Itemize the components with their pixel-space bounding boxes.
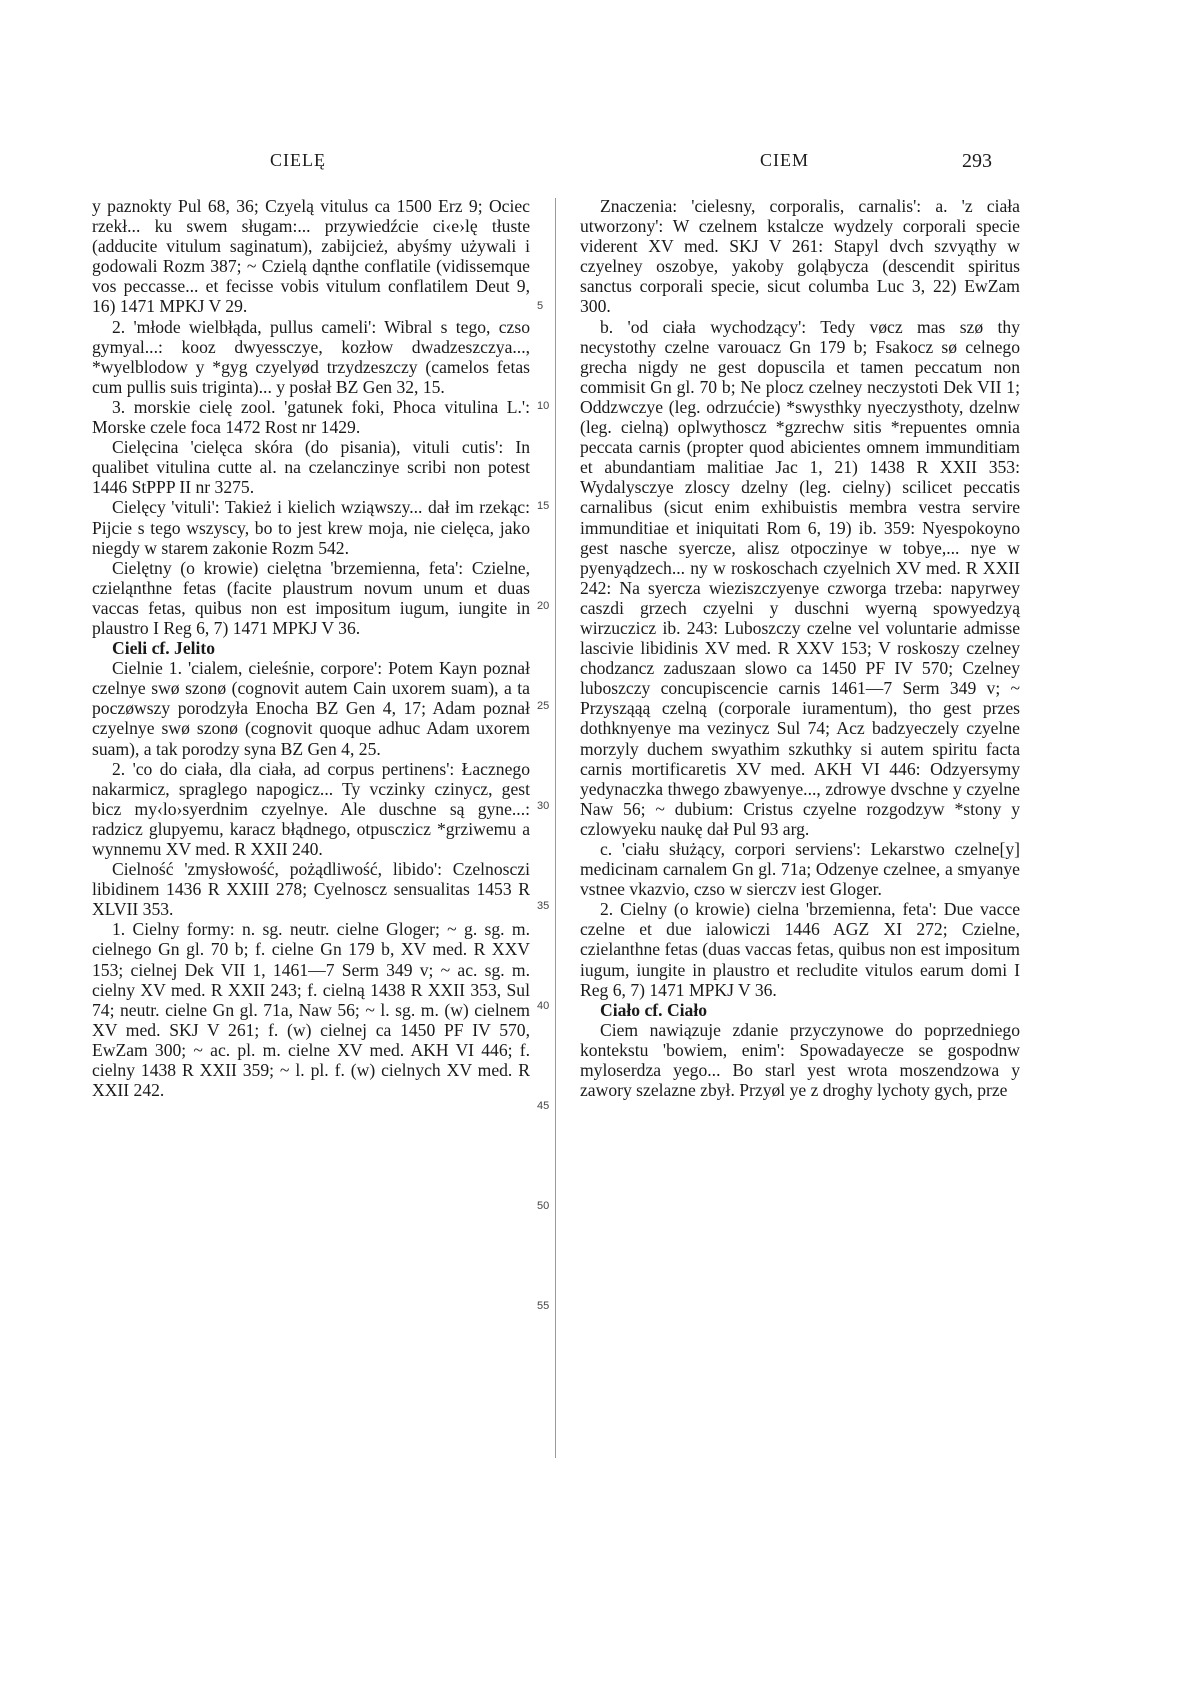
line-number: 30 [537,800,550,812]
line-number: 50 [537,1200,550,1212]
line-number: 40 [537,1000,550,1012]
entry-text: y paznokty Pul 68, 36; Czyelą vitulus ca 1500 Erz 9; Ociec rzekł... ku swem sługam:... przywiedźcie ci‹e›lę tłuste (adducite vitulum saginatum), zabijcież, abyśmy używali i godowali Rozm 387; ~ Czielą dąnthe conflatile (vidissemque vos peccasse... et fecisse vobis vitulum conflatilem Deut 9, 16) 1471 MPKJ V 29. [92,196,530,317]
entry-text: Cieli cf. Jelito [112,638,216,659]
entry-text: Cielętny (o krowie) cielętna 'brzemienna, feta': Czielne, czieląnthne fetas (facite plaustrum novum unum et duas vaccas fetas, quibus non est impositum iugum, iungite in plaustro I Reg 6, 7) 1471 MPKJ V 36. [92,557,530,638]
left-column [92,196,530,1100]
entry-text: Znaczenia: 'cielesny, corporalis, carnalis': a. 'z ciała utworzony': W czelnem kstalcze wydzely corporali specie viderent XV med. SKJ V 261: Stapyl dvch szvyąthy w czyelney oszobye, yakoby goląbycza (descendit spiritus sanctus corporali specie, sicut columba Luc 3, 22) EwZam 300. [580,196,1020,317]
entry-text: 2. Cielny (o krowie) cielna 'brzemienna, feta': Due vacce czelne et due ialowiczi 1446 AGZ XI 272; Czielne, czielanthne fetas (duas vaccas fetas, quibus non est impositum iugum, iungite in plaustro et recludite vitulos earum domi I Reg 6, 7) 1471 MPKJ V 36. [580,899,1020,1000]
page-number: 293 [962,150,992,172]
line-number: 15 [537,500,550,512]
header-right-guide-word: CIEM [760,150,809,170]
entry-text: 2. 'młode wielbłąda, pullus cameli': Wibral s tego, czso gymyal...: kooz dwyessczye, kozłow dwadzeszczya..., *wyelblodow y *gyg czyelyød trzydzeszczy (camelos fetas cum pullis suis triginta)... y posłał BZ Gen 32, 15. [92,316,530,397]
column-divider [555,198,556,1458]
entry-text: 3. morskie cielę zool. 'gatunek foki, Phoca vitulina L.': Morske czele foca 1472 Rost nr 1429. [92,396,530,438]
entry-text: Ciem nawiązuje zdanie przyczynowe do poprzedniego kontekstu 'bowiem, enim': Spowadayecze se gospodnw myloserdza yego... Bo starl yest wrota moszendzowa y zawory szelazne zbył. Przyøl ye z droghy lychoty gych, prze [580,1019,1020,1101]
header-left-guide-word: CIELĘ [270,150,326,170]
entry-text: b. 'od ciała wychodzący': Tedy vøcz mas szø thy necystothy czelne varouacz Gn 179 b; Fsakocz sø celnego grecha nigdy ne gest dopuscila et tamen peccatum non commisit Gn gl. 70 b; Ne plocz czelney neczystoti Dek VII 1; Oddzwczye (leg. odrzućcie) *swysthky nyeczysthoty, dzelnw (leg. cielną) oplwythoscz *gzrechw sitis *repuentes omnia peccata carnis (propter quod abicientes omnem immunditiam et abundantiam malitiae Jac 1, 21) 1438 R XXII 353: Wydalysczye zloscy dzelny (leg. cielny) scilicet peccatis carnalibus (sicut enim exhibuistis membra vestra servire immunditiae et iniquitati Rom 6, 19) ib. 359: Nyespokoyno gest nasche syercze, alisz otpoczinye w tobye,... nye w pyenyądzech... ny w roskoschach czyelnich XV med. R XXII 242: Na syercza wieziszczyenye czworga trzeba: napyrwey caszdi grzech czyelni y duschni wyerną spowyedzyą wirzuczicz ib. 243: Luboszczy czelne vel voluntarie admisse lascivie libidinis XV med. R XXV 153; V roskoszy czelney chodzancz zaduszaan slowo ca 1450 PF IV 570; Czelney luboszczy concupiscencie carnis 1461—7 Serm 349 v; ~ Przysząąą czelną (corporale iuramentum), tho gest przes dothknyenye ma vezinycz Sul 74; Acz badzyeczely czyelne morzyly duchem swyathim szkuthky si autem spiritu facta carnis mortificaretis XV med. AKH VI 446: Odzyersymy yedynaczka thwego zbawyenye..., zdrowye dvschne y czyelne Naw 56; ~ dubium: Cristus czyelne rozgodzyw *stony y czlowyeku naukę dał Pul 93 arg. [580,316,1020,839]
entry-text: Cielęcina 'cielęca skóra (do pisania), vituli cutis': In qualibet vitulina cutte al. na czelanczinye scribi non potest 1446 StPPP II nr 3275. [92,437,530,498]
entry-text: Cielęcy 'vituli': Takież i kielich wziąwszy... dał im rzekąc: Pijcie s tego wszyscy, bo to jest krew moja, nie cielęca, jako niegdy w starem zakonie Rozm 542. [92,497,530,558]
line-number: 20 [537,600,550,612]
entry-text: Cielność 'zmysłowość, pożądliwość, libido': Czelnosczi libidinem 1436 R XXIII 278; Cyelnoscz sensualitas 1453 R XLVII 353. [92,859,530,920]
line-number: 35 [537,900,550,912]
running-header [0,150,1181,180]
entry-text: Ciało cf. Ciało [600,999,708,1020]
entry-text: c. 'ciału służący, corpori serviens': Lekarstwo czelne[y] medicinam carnalem Gn gl. 71a; Odzenye czelnee, a smyanye vstnee vkazvio, czso w sierczv iest Gloger. [580,839,1020,900]
entry-text: 1. Cielny formy: n. sg. neutr. cielne Gloger; ~ g. sg. m. cielnego Gn gl. 70 b; f. cielne Gn 179 b, XV med. R XXV 153; cielnej Dek VII 1, 1461—7 Serm 349 v; ~ ac. sg. m. cielny XV med. R XXII 243; f. cielną 1438 R XXII 353, Sul 74; neutr. cielne Gn gl. 71a, Naw 56; ~ l. sg. m. (w) cielnem XV med. SKJ V 261; f. (w) cielnej ca 1450 PF IV 570, EwZam 300; ~ ac. pl. m. cielne XV med. AKH VI 446; f. cielny 1438 R XXII 359; ~ l. pl. f. (w) cielnych XV med. R XXII 242. [92,919,530,1101]
line-number: 45 [537,1100,550,1112]
entry-text: Cielnie 1. 'cialem, cieleśnie, corpore': Potem Kayn poznał czelnye swø szonø (cognovit autem Cain uxorem suam), a ta poczøwszy porodzyła Enocha BZ Gen 4, 17; Adam poznał czyelnye swø szonø (cognovit quoque adhuc Adam uxorem suam), a tak porodzy syna BZ Gen 4, 25. [92,658,530,759]
line-number: 25 [537,700,550,712]
line-number: 5 [537,300,544,312]
entry-text: 2. 'co do ciała, dla ciała, ad corpus pertinens': Łacznego nakarmicz, spraglego napogicz... Ty vczinky czinycz, gest bicz my‹lo›syerdnim czyelnye. Ale duschne są gyne...: radzicz glupyemu, karacz błądnego, otpusczicz *grziwemu a wynnemu XV med. R XXII 240. [92,758,530,859]
line-number: 55 [537,1300,550,1312]
line-number: 10 [537,400,550,412]
right-column [580,196,1020,1100]
